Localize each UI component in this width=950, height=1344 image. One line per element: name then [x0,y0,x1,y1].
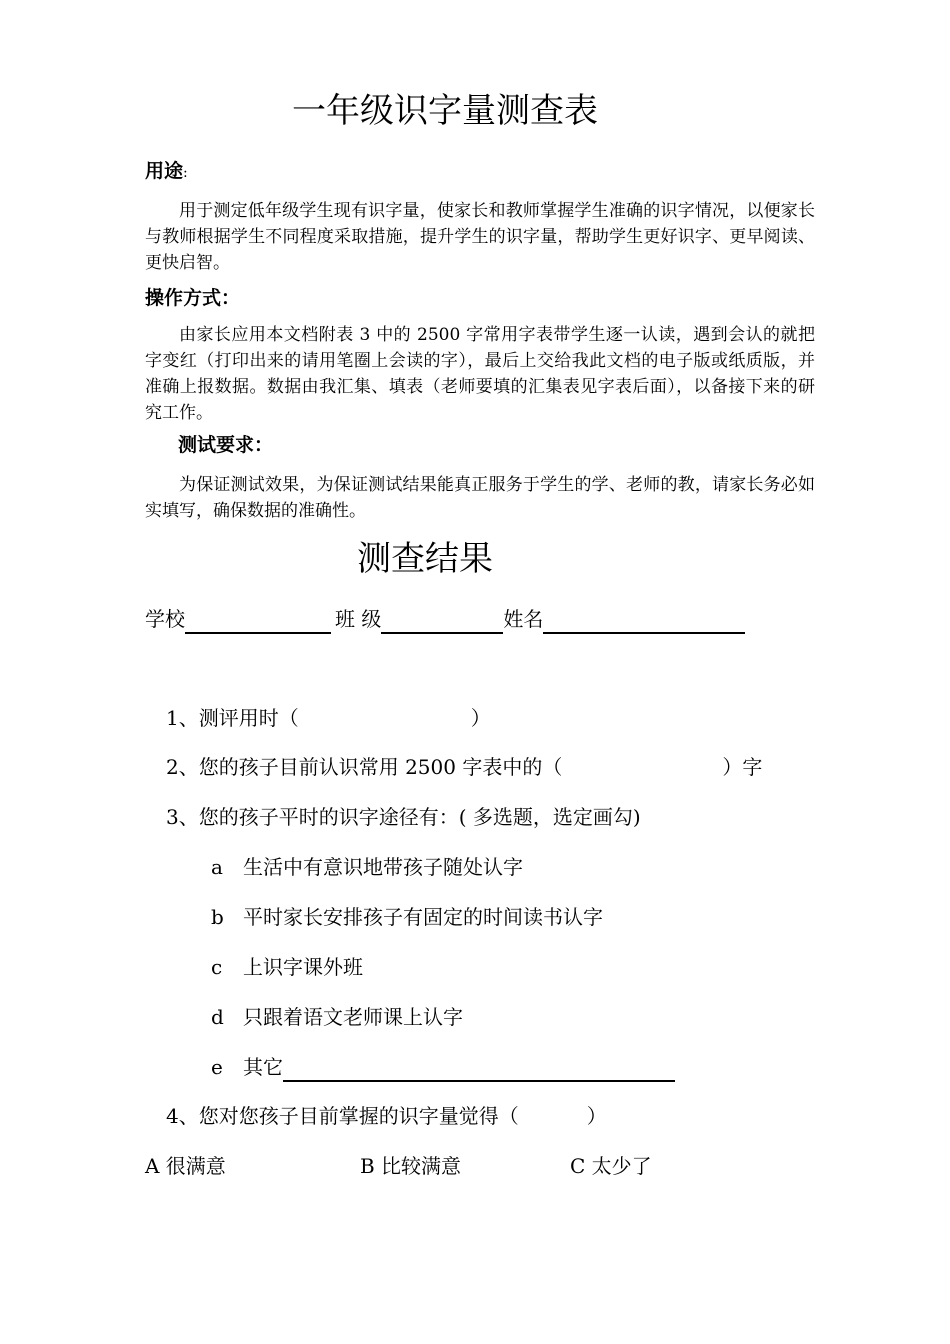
requirements-heading: 测试要求： [178,434,274,456]
option-text: 平时家长安排孩子有固定的时间读书认字 [243,905,603,929]
option-letter: d [211,1005,224,1029]
option-letter: a [211,855,223,879]
option-text: 其它 [243,1055,283,1079]
result-title: 测查结果 [357,539,493,579]
question-4 [166,1101,607,1131]
option-letter: c [211,955,223,979]
purpose-label: 用途 [145,160,184,182]
operation-paragraph: 由家长应用本文档附表 3 中的 2500 字常用字表带学生逐一认读，遇到会认的就把字变红（打印出来的请用笔圈上会读的字），最后上交给我此文档的电子版或纸质版，并准确上报数据。数据由我汇集、填表（老师要填的汇集表见字表后面），以备接下来的研究工作。 [145,325,815,423]
q3-option-e[interactable] [211,1052,675,1082]
requirements-paragraph: 为保证测试效果，为保证测试结果能真正服务于学生的学、老师的教，请家长务必如实填写，确保数据的准确性。 [145,475,815,521]
q3-option-d[interactable] [211,1002,463,1032]
q4-choice-a[interactable]: A 很满意 [145,1154,226,1178]
q4-choice-b[interactable]: B 比较满意 [360,1154,462,1178]
info-fields-row [145,604,745,634]
option-letter: b [211,905,224,929]
class-field[interactable] [381,608,503,634]
document-title: 一年级识字量测查表 [292,91,598,131]
question-2 [166,752,762,782]
question-3: 3、您的孩子平时的识字途径有：( 多选题，选定画勾) [166,805,641,829]
q4-prefix: 4、您对您孩子目前掌握的识字量觉得（ [166,1104,519,1128]
class-label: 班 级 [335,607,382,631]
q4-suffix: ） [586,1104,607,1128]
q1-suffix: ） [470,706,491,730]
other-answer-field[interactable] [283,1056,675,1082]
q4-choice-c[interactable]: C 太少了 [570,1154,652,1178]
q2-suffix: ）字 [722,755,763,779]
purpose-heading [145,158,188,186]
option-letter: e [211,1055,223,1079]
q1-prefix: 1、测评用时（ [166,706,299,730]
q3-option-c[interactable] [211,952,363,982]
operation-heading: 操作方式： [145,287,241,309]
school-label: 学校 [145,607,185,631]
school-field[interactable] [185,608,331,634]
q2-prefix: 2、您的孩子目前认识常用 2500 字表中的（ [166,755,563,779]
q3-option-a[interactable] [211,852,523,882]
option-text: 只跟着语文老师课上认字 [243,1005,463,1029]
purpose-paragraph: 用于测定低年级学生现有识字量，使家长和教师掌握学生准确的识字情况，以便家长与教师根据学生不同程度采取措施，提升学生的识字量，帮助学生更好识字、更早阅读、更快启智。 [145,201,815,273]
name-field[interactable] [543,608,745,634]
q3-option-b[interactable] [211,902,603,932]
option-text: 上识字课外班 [243,955,363,979]
option-text: 生活中有意识地带孩子随处认字 [243,855,523,879]
name-label: 姓名 [503,607,544,631]
question-1 [166,703,491,733]
purpose-label-suffix: : [183,165,188,181]
